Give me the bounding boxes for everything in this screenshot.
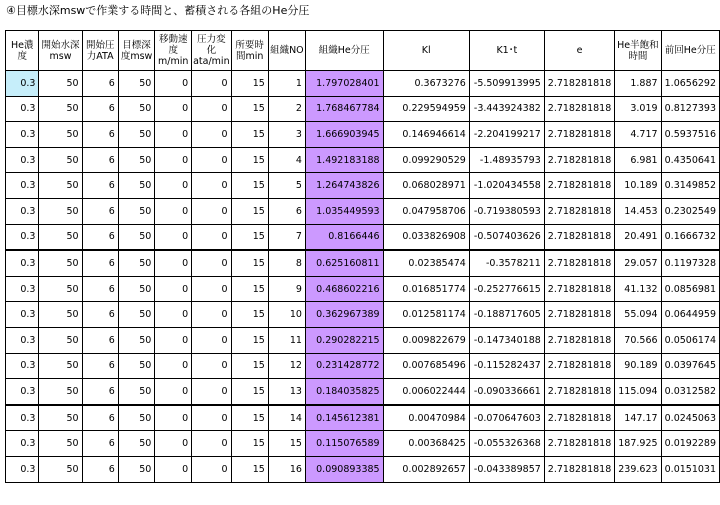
cell-duration[interactable]: 15 xyxy=(231,379,268,405)
cell-move-speed[interactable]: 0 xyxy=(155,96,192,122)
cell-tissue-he-pressure[interactable]: 0.8166446 xyxy=(305,224,383,250)
cell-kl[interactable]: 0.146946614 xyxy=(383,122,469,148)
header-kl[interactable]: Kl xyxy=(383,31,469,71)
cell-pressure-change[interactable]: 0 xyxy=(192,327,231,353)
cell-target-depth[interactable]: 50 xyxy=(118,198,154,224)
cell-start-pressure[interactable]: 6 xyxy=(82,71,118,97)
cell-pressure-change[interactable]: 0 xyxy=(192,405,231,431)
cell-move-speed[interactable]: 0 xyxy=(155,431,192,457)
cell-he-concentration[interactable]: 0.3 xyxy=(6,250,39,276)
cell-e-constant[interactable]: 2.718281818 xyxy=(544,224,614,250)
cell-duration[interactable]: 15 xyxy=(231,71,268,97)
cell-start-pressure[interactable]: 6 xyxy=(82,250,118,276)
table-row xyxy=(6,147,720,173)
header-he-concentration[interactable]: He濃度 xyxy=(6,31,39,71)
header-tissue-no[interactable]: 組織NO xyxy=(268,31,305,71)
cell-kl[interactable]: 0.012581174 xyxy=(383,302,469,328)
cell-move-speed[interactable]: 0 xyxy=(155,302,192,328)
cell-tissue-no[interactable]: 6 xyxy=(268,198,305,224)
cell-e-constant[interactable]: 2.718281818 xyxy=(544,250,614,276)
cell-start-depth[interactable]: 50 xyxy=(39,198,82,224)
cell-tissue-he-pressure[interactable]: 0.184035825 xyxy=(305,379,383,405)
cell-tissue-no[interactable]: 10 xyxy=(268,302,305,328)
table-row xyxy=(6,276,720,302)
table-row xyxy=(6,96,720,122)
cell-duration[interactable]: 15 xyxy=(231,327,268,353)
cell-duration[interactable]: 15 xyxy=(231,276,268,302)
header-tissue-he-pressure[interactable]: 組織He分圧 xyxy=(305,31,383,71)
cell-pressure-change[interactable]: 0 xyxy=(192,250,231,276)
cell-duration[interactable]: 15 xyxy=(231,198,268,224)
cell-previous-he-pressure[interactable]: 0.0644959 xyxy=(661,302,719,328)
cell-start-pressure[interactable]: 6 xyxy=(82,431,118,457)
header-e-constant[interactable]: e xyxy=(544,31,614,71)
cell-tissue-he-pressure[interactable]: 0.362967389 xyxy=(305,302,383,328)
cell-kl[interactable]: 0.229594959 xyxy=(383,96,469,122)
cell-target-depth[interactable]: 50 xyxy=(118,431,154,457)
cell-move-speed[interactable]: 0 xyxy=(155,198,192,224)
table-row xyxy=(6,250,720,276)
cell-he-half-time[interactable]: 3.019 xyxy=(615,96,661,122)
cell-tissue-no[interactable]: 13 xyxy=(268,379,305,405)
cell-target-depth[interactable]: 50 xyxy=(118,405,154,431)
cell-target-depth[interactable]: 50 xyxy=(118,327,154,353)
cell-previous-he-pressure[interactable]: 0.0397645 xyxy=(661,353,719,379)
cell-tissue-he-pressure[interactable]: 0.090893385 xyxy=(305,456,383,482)
cell-start-pressure[interactable]: 6 xyxy=(82,224,118,250)
cell-he-concentration[interactable]: 0.3 xyxy=(6,224,39,250)
cell-k1t[interactable]: -0.507403626 xyxy=(469,224,544,250)
cell-target-depth[interactable]: 50 xyxy=(118,224,154,250)
cell-kl[interactable]: 0.016851774 xyxy=(383,276,469,302)
cell-pressure-change[interactable]: 0 xyxy=(192,147,231,173)
cell-start-pressure[interactable]: 6 xyxy=(82,147,118,173)
cell-he-half-time[interactable]: 90.189 xyxy=(615,353,661,379)
cell-he-concentration[interactable]: 0.3 xyxy=(6,431,39,457)
cell-he-half-time[interactable]: 10.189 xyxy=(615,173,661,199)
cell-target-depth[interactable]: 50 xyxy=(118,250,154,276)
cell-previous-he-pressure[interactable]: 0.4350641 xyxy=(661,147,719,173)
cell-previous-he-pressure[interactable]: 0.0151031 xyxy=(661,456,719,482)
cell-he-half-time[interactable]: 1.887 xyxy=(615,71,661,97)
cell-e-constant[interactable]: 2.718281818 xyxy=(544,456,614,482)
cell-move-speed[interactable]: 0 xyxy=(155,405,192,431)
table-row xyxy=(6,431,720,457)
cell-duration[interactable]: 15 xyxy=(231,250,268,276)
table-row xyxy=(6,224,720,250)
cell-he-concentration[interactable]: 0.3 xyxy=(6,405,39,431)
cell-kl[interactable]: 0.068028971 xyxy=(383,173,469,199)
cell-start-pressure[interactable]: 6 xyxy=(82,122,118,148)
cell-e-constant[interactable]: 2.718281818 xyxy=(544,431,614,457)
cell-he-concentration[interactable]: 0.3 xyxy=(6,173,39,199)
cell-duration[interactable]: 15 xyxy=(231,405,268,431)
cell-e-constant[interactable]: 2.718281818 xyxy=(544,147,614,173)
cell-he-concentration[interactable]: 0.3 xyxy=(6,71,39,97)
cell-start-depth[interactable]: 50 xyxy=(39,173,82,199)
cell-k1t[interactable]: -0.3578211 xyxy=(469,250,544,276)
cell-he-half-time[interactable]: 6.981 xyxy=(615,147,661,173)
cell-duration[interactable]: 15 xyxy=(231,122,268,148)
cell-tissue-he-pressure[interactable]: 1.768467784 xyxy=(305,96,383,122)
cell-e-constant[interactable]: 2.718281818 xyxy=(544,353,614,379)
cell-duration[interactable]: 15 xyxy=(231,173,268,199)
cell-move-speed[interactable]: 0 xyxy=(155,71,192,97)
table-row xyxy=(6,456,720,482)
cell-he-half-time[interactable]: 147.17 xyxy=(615,405,661,431)
table-row xyxy=(6,122,720,148)
cell-duration[interactable]: 15 xyxy=(231,302,268,328)
cell-pressure-change[interactable]: 0 xyxy=(192,431,231,457)
cell-k1t[interactable]: -0.115282437 xyxy=(469,353,544,379)
cell-he-concentration[interactable]: 0.3 xyxy=(6,456,39,482)
cell-kl[interactable]: 0.007685496 xyxy=(383,353,469,379)
cell-start-depth[interactable]: 50 xyxy=(39,147,82,173)
cell-start-pressure[interactable]: 6 xyxy=(82,456,118,482)
cell-start-depth[interactable]: 50 xyxy=(39,379,82,405)
cell-move-speed[interactable]: 0 xyxy=(155,379,192,405)
cell-start-depth[interactable]: 50 xyxy=(39,302,82,328)
cell-start-depth[interactable]: 50 xyxy=(39,250,82,276)
he-tissue-table xyxy=(5,30,720,483)
cell-pressure-change[interactable]: 0 xyxy=(192,96,231,122)
cell-start-depth[interactable]: 50 xyxy=(39,224,82,250)
cell-pressure-change[interactable]: 0 xyxy=(192,276,231,302)
cell-start-pressure[interactable]: 6 xyxy=(82,302,118,328)
cell-start-depth[interactable]: 50 xyxy=(39,122,82,148)
header-he-half-time[interactable]: He半飽和時間 xyxy=(615,31,661,71)
cell-start-depth[interactable]: 50 xyxy=(39,327,82,353)
cell-previous-he-pressure[interactable]: 0.0856981 xyxy=(661,276,719,302)
cell-he-concentration[interactable]: 0.3 xyxy=(6,327,39,353)
cell-k1t[interactable]: -1.48935793 xyxy=(469,147,544,173)
cell-tissue-he-pressure[interactable]: 1.797028401 xyxy=(305,71,383,97)
cell-pressure-change[interactable]: 0 xyxy=(192,224,231,250)
cell-start-depth[interactable]: 50 xyxy=(39,96,82,122)
cell-previous-he-pressure[interactable]: 0.0192289 xyxy=(661,431,719,457)
cell-tissue-no[interactable]: 4 xyxy=(268,147,305,173)
cell-e-constant[interactable]: 2.718281818 xyxy=(544,302,614,328)
cell-previous-he-pressure[interactable]: 1.0656292 xyxy=(661,71,719,97)
cell-e-constant[interactable]: 2.718281818 xyxy=(544,96,614,122)
cell-previous-he-pressure[interactable]: 0.0245063 xyxy=(661,405,719,431)
cell-he-half-time[interactable]: 4.717 xyxy=(615,122,661,148)
cell-k1t[interactable]: -0.090336661 xyxy=(469,379,544,405)
table-row xyxy=(6,71,720,97)
table-row xyxy=(6,198,720,224)
cell-he-half-time[interactable]: 14.453 xyxy=(615,198,661,224)
header-start-depth[interactable]: 開始水深msw xyxy=(39,31,82,71)
cell-tissue-he-pressure[interactable]: 1.492183188 xyxy=(305,147,383,173)
cell-he-half-time[interactable]: 70.566 xyxy=(615,327,661,353)
cell-tissue-no[interactable]: 1 xyxy=(268,71,305,97)
header-duration[interactable]: 所要時間min xyxy=(231,31,268,71)
cell-kl[interactable]: 0.02385474 xyxy=(383,250,469,276)
cell-e-constant[interactable]: 2.718281818 xyxy=(544,405,614,431)
cell-k1t[interactable]: -0.188717605 xyxy=(469,302,544,328)
header-k1t[interactable]: K1･t xyxy=(469,31,544,71)
cell-pressure-change[interactable]: 0 xyxy=(192,71,231,97)
cell-previous-he-pressure[interactable]: 0.1197328 xyxy=(661,250,719,276)
cell-tissue-he-pressure[interactable]: 0.290282215 xyxy=(305,327,383,353)
cell-pressure-change[interactable]: 0 xyxy=(192,353,231,379)
cell-start-pressure[interactable]: 6 xyxy=(82,198,118,224)
cell-tissue-he-pressure[interactable]: 1.264743826 xyxy=(305,173,383,199)
cell-k1t[interactable]: -0.147340188 xyxy=(469,327,544,353)
cell-duration[interactable]: 15 xyxy=(231,431,268,457)
cell-tissue-no[interactable]: 9 xyxy=(268,276,305,302)
cell-target-depth[interactable]: 50 xyxy=(118,173,154,199)
cell-target-depth[interactable]: 50 xyxy=(118,276,154,302)
cell-k1t[interactable]: -0.719380593 xyxy=(469,198,544,224)
header-target-depth[interactable]: 目標深度msw xyxy=(118,31,154,71)
table-row xyxy=(6,302,720,328)
cell-duration[interactable]: 15 xyxy=(231,147,268,173)
cell-tissue-no[interactable]: 5 xyxy=(268,173,305,199)
cell-start-depth[interactable]: 50 xyxy=(39,405,82,431)
cell-duration[interactable]: 15 xyxy=(231,456,268,482)
cell-move-speed[interactable]: 0 xyxy=(155,224,192,250)
cell-start-depth[interactable]: 50 xyxy=(39,353,82,379)
cell-start-pressure[interactable]: 6 xyxy=(82,379,118,405)
cell-start-depth[interactable]: 50 xyxy=(39,71,82,97)
cell-tissue-no[interactable]: 16 xyxy=(268,456,305,482)
cell-he-half-time[interactable]: 41.132 xyxy=(615,276,661,302)
cell-move-speed[interactable]: 0 xyxy=(155,173,192,199)
cell-start-pressure[interactable]: 6 xyxy=(82,405,118,431)
cell-tissue-no[interactable]: 2 xyxy=(268,96,305,122)
cell-move-speed[interactable]: 0 xyxy=(155,122,192,148)
cell-tissue-no[interactable]: 14 xyxy=(268,405,305,431)
cell-kl[interactable]: 0.047958706 xyxy=(383,198,469,224)
cell-start-depth[interactable]: 50 xyxy=(39,456,82,482)
sheet-title: ④目標水深mswで作業する時間と、蓄積される各組のHe分圧 xyxy=(6,4,310,17)
cell-pressure-change[interactable]: 0 xyxy=(192,302,231,328)
cell-previous-he-pressure[interactable]: 0.2302549 xyxy=(661,198,719,224)
cell-tissue-he-pressure[interactable]: 1.035449593 xyxy=(305,198,383,224)
cell-he-half-time[interactable]: 187.925 xyxy=(615,431,661,457)
cell-target-depth[interactable]: 50 xyxy=(118,71,154,97)
cell-e-constant[interactable]: 2.718281818 xyxy=(544,327,614,353)
cell-pressure-change[interactable]: 0 xyxy=(192,456,231,482)
cell-move-speed[interactable]: 0 xyxy=(155,250,192,276)
cell-e-constant[interactable]: 2.718281818 xyxy=(544,173,614,199)
cell-tissue-no[interactable]: 3 xyxy=(268,122,305,148)
cell-tissue-no[interactable]: 11 xyxy=(268,327,305,353)
cell-k1t[interactable]: -0.070647603 xyxy=(469,405,544,431)
cell-pressure-change[interactable]: 0 xyxy=(192,198,231,224)
cell-move-speed[interactable]: 0 xyxy=(155,327,192,353)
cell-duration[interactable]: 15 xyxy=(231,96,268,122)
cell-tissue-no[interactable]: 12 xyxy=(268,353,305,379)
cell-he-half-time[interactable]: 55.094 xyxy=(615,302,661,328)
cell-k1t[interactable]: -2.204199217 xyxy=(469,122,544,148)
cell-previous-he-pressure[interactable]: 0.0312582 xyxy=(661,379,719,405)
cell-he-concentration[interactable]: 0.3 xyxy=(6,122,39,148)
cell-pressure-change[interactable]: 0 xyxy=(192,173,231,199)
cell-he-concentration[interactable]: 0.3 xyxy=(6,379,39,405)
cell-e-constant[interactable]: 2.718281818 xyxy=(544,71,614,97)
cell-previous-he-pressure[interactable]: 0.0506174 xyxy=(661,327,719,353)
cell-kl[interactable]: 0.00368425 xyxy=(383,431,469,457)
cell-move-speed[interactable]: 0 xyxy=(155,456,192,482)
table-row xyxy=(6,353,720,379)
cell-he-concentration[interactable]: 0.3 xyxy=(6,276,39,302)
cell-tissue-he-pressure[interactable]: 0.231428772 xyxy=(305,353,383,379)
table-row xyxy=(6,327,720,353)
cell-k1t[interactable]: -0.055326368 xyxy=(469,431,544,457)
cell-target-depth[interactable]: 50 xyxy=(118,353,154,379)
cell-duration[interactable]: 15 xyxy=(231,353,268,379)
header-pressure-change[interactable]: 圧力変化ata/min xyxy=(192,31,231,71)
header-row xyxy=(6,31,720,71)
cell-he-concentration[interactable]: 0.3 xyxy=(6,96,39,122)
cell-previous-he-pressure[interactable]: 0.1666732 xyxy=(661,224,719,250)
cell-start-pressure[interactable]: 6 xyxy=(82,353,118,379)
cell-tissue-he-pressure[interactable]: 1.666903945 xyxy=(305,122,383,148)
cell-start-depth[interactable]: 50 xyxy=(39,276,82,302)
cell-start-pressure[interactable]: 6 xyxy=(82,173,118,199)
cell-tissue-he-pressure[interactable]: 0.115076589 xyxy=(305,431,383,457)
table-row xyxy=(6,405,720,431)
cell-tissue-no[interactable]: 7 xyxy=(268,224,305,250)
cell-kl[interactable]: 0.099290529 xyxy=(383,147,469,173)
cell-start-pressure[interactable]: 6 xyxy=(82,276,118,302)
cell-target-depth[interactable]: 50 xyxy=(118,96,154,122)
cell-start-depth[interactable]: 50 xyxy=(39,431,82,457)
cell-pressure-change[interactable]: 0 xyxy=(192,379,231,405)
cell-e-constant[interactable]: 2.718281818 xyxy=(544,276,614,302)
cell-kl[interactable]: 0.00470984 xyxy=(383,405,469,431)
table-row xyxy=(6,173,720,199)
cell-kl[interactable]: 0.033826908 xyxy=(383,224,469,250)
cell-kl[interactable]: 0.006022444 xyxy=(383,379,469,405)
cell-k1t[interactable]: -5.509913995 xyxy=(469,71,544,97)
cell-he-half-time[interactable]: 20.491 xyxy=(615,224,661,250)
cell-he-concentration[interactable]: 0.3 xyxy=(6,353,39,379)
cell-move-speed[interactable]: 0 xyxy=(155,147,192,173)
cell-k1t[interactable]: -0.252776615 xyxy=(469,276,544,302)
cell-kl[interactable]: 0.009822679 xyxy=(383,327,469,353)
cell-start-pressure[interactable]: 6 xyxy=(82,327,118,353)
cell-move-speed[interactable]: 0 xyxy=(155,276,192,302)
header-start-pressure[interactable]: 開始圧力ATA xyxy=(82,31,118,71)
cell-he-concentration[interactable]: 0.3 xyxy=(6,198,39,224)
cell-k1t[interactable]: -3.443924382 xyxy=(469,96,544,122)
cell-he-half-time[interactable]: 115.094 xyxy=(615,379,661,405)
cell-e-constant[interactable]: 2.718281818 xyxy=(544,122,614,148)
cell-tissue-he-pressure[interactable]: 0.625160811 xyxy=(305,250,383,276)
cell-he-half-time[interactable]: 239.623 xyxy=(615,456,661,482)
cell-move-speed[interactable]: 0 xyxy=(155,353,192,379)
cell-kl[interactable]: 0.3673276 xyxy=(383,71,469,97)
cell-e-constant[interactable]: 2.718281818 xyxy=(544,198,614,224)
cell-duration[interactable]: 15 xyxy=(231,224,268,250)
cell-target-depth[interactable]: 50 xyxy=(118,122,154,148)
cell-e-constant[interactable]: 2.718281818 xyxy=(544,379,614,405)
cell-target-depth[interactable]: 50 xyxy=(118,379,154,405)
cell-target-depth[interactable]: 50 xyxy=(118,456,154,482)
cell-target-depth[interactable]: 50 xyxy=(118,302,154,328)
cell-previous-he-pressure[interactable]: 0.5937516 xyxy=(661,122,719,148)
table-row xyxy=(6,379,720,405)
cell-tissue-he-pressure[interactable]: 0.145612381 xyxy=(305,405,383,431)
cell-target-depth[interactable]: 50 xyxy=(118,147,154,173)
header-previous-he-pressure[interactable]: 前回He分圧 xyxy=(661,31,719,71)
cell-kl[interactable]: 0.002892657 xyxy=(383,456,469,482)
cell-tissue-no[interactable]: 15 xyxy=(268,431,305,457)
cell-pressure-change[interactable]: 0 xyxy=(192,122,231,148)
cell-he-concentration[interactable]: 0.3 xyxy=(6,302,39,328)
cell-start-pressure[interactable]: 6 xyxy=(82,96,118,122)
header-move-speed[interactable]: 移動速度m/min xyxy=(155,31,192,71)
cell-previous-he-pressure[interactable]: 0.8127393 xyxy=(661,96,719,122)
cell-tissue-he-pressure[interactable]: 0.468602216 xyxy=(305,276,383,302)
cell-he-concentration[interactable]: 0.3 xyxy=(6,147,39,173)
cell-previous-he-pressure[interactable]: 0.3149852 xyxy=(661,173,719,199)
cell-he-half-time[interactable]: 29.057 xyxy=(615,250,661,276)
cell-k1t[interactable]: -1.020434558 xyxy=(469,173,544,199)
cell-k1t[interactable]: -0.043389857 xyxy=(469,456,544,482)
cell-tissue-no[interactable]: 8 xyxy=(268,250,305,276)
